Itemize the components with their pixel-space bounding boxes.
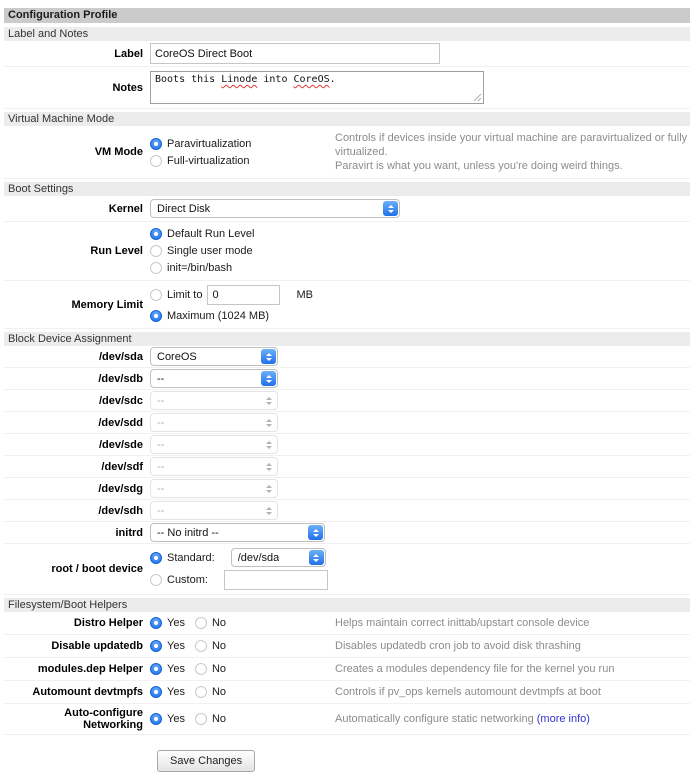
device-select-sdf: --: [150, 457, 278, 476]
page-title: Configuration Profile: [4, 8, 690, 23]
root-boot-device-label: root / boot device: [51, 563, 143, 575]
radio-icon: [150, 245, 162, 257]
select-arrows-icon: [383, 201, 398, 216]
radio-single-user-mode[interactable]: Single user mode: [150, 243, 254, 259]
radio-icon: [150, 617, 162, 629]
root-boot-device-row: [4, 544, 690, 595]
radio-maximum-memory[interactable]: Maximum (1024 MB): [150, 308, 313, 324]
section-virtual-machine-mode: Virtual Machine Mode: [4, 112, 690, 126]
helper-row-devtmpfs: Automount devtmpfs Yes No Controls if pv_ops kernels automount devtmpfs at boot: [4, 681, 690, 704]
kernel-label: Kernel: [108, 202, 143, 215]
radio-icon: [150, 713, 162, 725]
radio-init-bin-bash[interactable]: init=/bin/bash: [150, 260, 254, 276]
save-changes-button[interactable]: Save Changes: [157, 750, 255, 772]
radio-automount-devtmpfs-no[interactable]: No: [195, 684, 226, 700]
radio-distro-helper-no[interactable]: No: [195, 615, 226, 631]
section-boot-settings: Boot Settings: [4, 182, 690, 196]
section-filesystem-boot-helpers: Filesystem/Boot Helpers: [4, 598, 690, 612]
device-row-sdg: /dev/sdg --: [4, 478, 690, 500]
select-arrows-icon: [261, 481, 276, 496]
memory-limit-row: [4, 281, 690, 329]
helper-help-text: Disables updatedb cron job to avoid disk thrashing: [335, 640, 581, 652]
memory-limit-label: Memory Limit: [71, 298, 143, 311]
radio-distro-helper-yes[interactable]: Yes: [150, 615, 185, 631]
resize-grip-icon[interactable]: [473, 93, 482, 102]
device-row-sdh: /dev/sdh --: [4, 500, 690, 522]
select-arrows-icon: [261, 503, 276, 518]
memory-limit-input[interactable]: [207, 285, 280, 305]
initrd-row: initrd -- No initrd --: [4, 522, 690, 544]
select-arrows-icon: [261, 415, 276, 430]
vm-mode-help: Controls if devices inside your virtual machine are paravirtualized or fully virtualized. Paravirt is what you want, unless you're doing weird things.: [335, 132, 688, 172]
radio-icon: [150, 686, 162, 698]
device-select-sdc: --: [150, 391, 278, 410]
radio-custom-root[interactable]: Custom:: [150, 572, 208, 588]
device-row-sda: /dev/sda CoreOS: [4, 346, 690, 368]
radio-icon: [195, 617, 207, 629]
more-info-link[interactable]: (more info): [536, 713, 590, 725]
radio-paravirtualization[interactable]: Paravirtualization: [150, 136, 335, 152]
notes-textarea[interactable]: Boots this Linode into CoreOS.: [150, 71, 484, 104]
radio-autoconfig-networking-no[interactable]: No: [195, 711, 226, 727]
device-select-sde: --: [150, 435, 278, 454]
radio-icon: [150, 552, 162, 564]
radio-standard-root[interactable]: Standard:: [150, 550, 215, 566]
helper-row-updatedb: Disable updatedb Yes No Disables updatedb cron job to avoid disk thrashing: [4, 635, 690, 658]
notes-row: [4, 67, 690, 109]
root-device-select[interactable]: /dev/sda: [231, 548, 326, 567]
radio-icon: [150, 310, 162, 322]
section-label-and-notes: Label and Notes: [4, 27, 690, 41]
notes-field-label: Notes: [112, 81, 143, 94]
radio-automount-devtmpfs-yes[interactable]: Yes: [150, 684, 185, 700]
section-block-device-assignment: Block Device Assignment: [4, 332, 690, 346]
helper-row-networking: Auto-configure Networking Yes No Automatically configure static networking (more info): [4, 704, 690, 735]
device-row-sdf: /dev/sdf --: [4, 456, 690, 478]
radio-icon: [150, 574, 162, 586]
device-select-sdd: --: [150, 413, 278, 432]
radio-icon: [150, 155, 162, 167]
kernel-row: [4, 196, 690, 222]
radio-icon: [150, 663, 162, 675]
helper-row-modules-dep: modules.dep Helper Yes No Creates a modules dependency file for the kernel you run: [4, 658, 690, 681]
custom-root-input[interactable]: [224, 570, 328, 590]
vm-mode-label: VM Mode: [94, 146, 143, 158]
radio-modules-dep-yes[interactable]: Yes: [150, 661, 185, 677]
radio-limit-to[interactable]: Limit to: [150, 287, 202, 303]
select-arrows-icon: [261, 349, 276, 364]
label-row: [4, 41, 690, 67]
radio-icon: [150, 289, 162, 301]
initrd-select[interactable]: -- No initrd --: [150, 523, 325, 542]
select-arrows-icon: [261, 437, 276, 452]
select-arrows-icon: [308, 525, 323, 540]
radio-icon: [150, 138, 162, 150]
vm-mode-row: [4, 126, 690, 179]
helper-help-text: Helps maintain correct inittab/upstart console device: [335, 617, 590, 629]
select-arrows-icon: [261, 393, 276, 408]
radio-icon: [195, 713, 207, 725]
radio-disable-updatedb-no[interactable]: No: [195, 638, 226, 654]
select-arrows-icon: [261, 459, 276, 474]
run-level-label: Run Level: [90, 245, 143, 257]
footer-actions: [4, 735, 690, 772]
memory-limit-unit: MB: [296, 289, 313, 301]
radio-icon: [150, 640, 162, 652]
radio-default-run-level[interactable]: Default Run Level: [150, 226, 254, 242]
radio-autoconfig-networking-yes[interactable]: Yes: [150, 711, 185, 727]
radio-icon: [150, 262, 162, 274]
select-arrows-icon: [309, 550, 324, 565]
device-select-sdb[interactable]: --: [150, 369, 278, 388]
helper-help-text: Creates a modules dependency file for the kernel you run: [335, 663, 615, 675]
helper-help-text: Controls if pv_ops kernels automount devtmpfs at boot: [335, 686, 601, 698]
radio-disable-updatedb-yes[interactable]: Yes: [150, 638, 185, 654]
device-select-sda[interactable]: CoreOS: [150, 347, 278, 366]
radio-icon: [195, 663, 207, 675]
device-row-sdb: /dev/sdb --: [4, 368, 690, 390]
run-level-row: [4, 222, 690, 281]
kernel-select[interactable]: Direct Disk: [150, 199, 400, 218]
label-input[interactable]: [150, 43, 440, 64]
label-field-label: Label: [114, 47, 143, 60]
helper-help-text: Automatically configure static networking (more info): [335, 713, 590, 725]
device-row-sde: /dev/sde --: [4, 434, 690, 456]
device-select-sdg: --: [150, 479, 278, 498]
device-row-sdc: /dev/sdc --: [4, 390, 690, 412]
radio-modules-dep-no[interactable]: No: [195, 661, 226, 677]
radio-icon: [195, 686, 207, 698]
device-select-sdh: --: [150, 501, 278, 520]
radio-full-virtualization[interactable]: Full-virtualization: [150, 153, 335, 169]
select-arrows-icon: [261, 371, 276, 386]
radio-icon: [150, 228, 162, 240]
device-row-sdd: /dev/sdd --: [4, 412, 690, 434]
helper-row-distro: Distro Helper Yes No Helps maintain correct inittab/upstart console device: [4, 612, 690, 635]
radio-icon: [195, 640, 207, 652]
